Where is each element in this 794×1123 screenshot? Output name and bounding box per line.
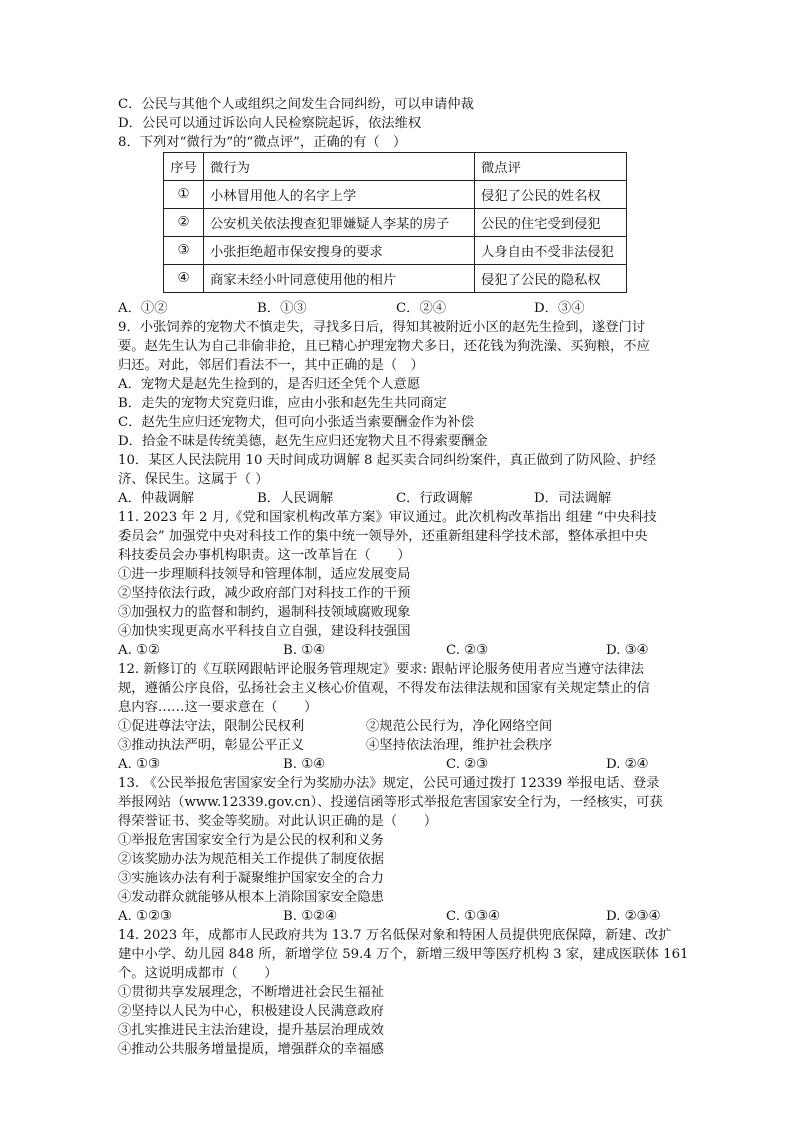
table-cell: 商家未经小叶同意使用他的相片 bbox=[204, 265, 475, 293]
q7-option-d: D．公民可以通过诉讼向人民检察院起诉，依法维权 bbox=[118, 116, 422, 131]
option-c: C. ①③④ bbox=[446, 909, 500, 924]
option-a: A．仲裁调解 bbox=[118, 491, 195, 506]
table-cell: ① bbox=[164, 181, 204, 209]
option-d: D. ②④ bbox=[606, 757, 649, 772]
q8-table bbox=[163, 152, 627, 293]
table-cell: 公民的住宅受到侵犯 bbox=[475, 209, 627, 237]
q9-line: 要。赵先生认为自己非偷非抢，且已精心护理宠物犬多日，还花钱为狗洗澡、买狗粮，不应 bbox=[118, 339, 650, 354]
q9-line: 9．小张饲养的宠物犬不慎走失，寻找多日后，得知其被附近小区的赵先生捡到，遂登门讨 bbox=[118, 320, 646, 335]
q14-line: 14. 2023 年，成都市人民政府共为 13.7 万名低保对象和特困人员提供兜底保障，新建、改扩 bbox=[118, 928, 672, 943]
option-b: B. ①④ bbox=[283, 757, 326, 772]
q12-item: ③推动执法严明，彰显公平正义 bbox=[118, 738, 305, 753]
option-d: D．司法调解 bbox=[534, 491, 612, 506]
option-a: A. ①③ bbox=[118, 757, 160, 772]
q13-line: 得荣誉证书、奖金等奖励。对此认识正确的是（ ） bbox=[118, 814, 438, 829]
q12-item: ①促进尊法守法，限制公民权利 bbox=[118, 719, 305, 734]
option-d: D. ③④ bbox=[606, 643, 649, 658]
q11-line: 委员会” 加强党中央对科技工作的集中统一领导外，还重新组建科学技术部，整体承担中央 bbox=[118, 529, 648, 544]
q13-item: ④发动群众就能够从根本上消除国家安全隐患 bbox=[118, 890, 384, 905]
option-a: A．①② bbox=[118, 301, 168, 316]
q9-option: B．走失的宠物犬究竟归谁，应由小张和赵先生共同商定 bbox=[118, 396, 447, 411]
q9-line: 归还。对此，邻居们看法不一，其中正确的是（ ） bbox=[118, 358, 424, 373]
table-cell: 小林冒用他人的名字上学 bbox=[204, 181, 475, 209]
q11-item: ①进一步理顺科技领导和管理体制，适应发展变局 bbox=[118, 567, 411, 582]
q12-item: ④坚持依法治理，维护社会秩序 bbox=[366, 738, 553, 753]
option-b: B．人民调解 bbox=[257, 491, 334, 506]
option-c: C. ②③ bbox=[446, 643, 488, 658]
q12-item: ②规范公民行为，净化网络空间 bbox=[366, 719, 553, 734]
q14-item: ④推动公共服务增量提质，增强群众的幸福感 bbox=[118, 1042, 384, 1057]
q13-item: ②该奖励办法为规范相关工作提供了制度依据 bbox=[118, 852, 384, 867]
q11-line: 11. 2023 年 2 月,《党和国家机构改革方案》审议通过。此次机构改革指出 组建 “中央科技 bbox=[118, 510, 657, 525]
table-cell: ② bbox=[164, 209, 204, 237]
table-header-row bbox=[164, 153, 627, 181]
table-cell: 人身自由不受非法侵犯 bbox=[475, 237, 627, 265]
header-cell: 序号 bbox=[164, 153, 204, 181]
q12-line: 息内容……这一要求意在（ ） bbox=[118, 700, 318, 715]
option-c: C．②④ bbox=[396, 301, 447, 316]
option-c: C. ②③ bbox=[446, 757, 488, 772]
q10-line: 10．某区人民法院用 10 天时间成功调解 8 起买卖合同纠纷案件，真正做到了防风险、护经 bbox=[118, 453, 656, 468]
option-c: C．行政调解 bbox=[396, 491, 473, 506]
header-cell: 微点评 bbox=[475, 153, 627, 181]
table-row bbox=[164, 181, 627, 209]
table-row bbox=[164, 265, 627, 293]
q14-line: 建中小学、幼儿园 848 所，新增学位 59.4 万个，新增三级甲等医疗机构 3 家，建成医联体 161 bbox=[118, 947, 689, 962]
q11-item: ②坚持依法行政，减少政府部门对科技工作的干预 bbox=[118, 586, 411, 601]
q14-item: ①贯彻共享发展理念，不断增进社会民生福祉 bbox=[118, 985, 384, 1000]
option-b: B. ①④ bbox=[283, 643, 326, 658]
q11-item: ④加快实现更高水平科技自立自强，建设科技强国 bbox=[118, 624, 411, 639]
q13-item: ①举报危害国家安全行为是公民的权利和义务 bbox=[118, 833, 384, 848]
q9-option: D．拾金不昧是传统美德，赵先生应归还宠物犬且不得索要酬金 bbox=[118, 434, 488, 449]
q12-line: 规，遵循公序良俗，弘扬社会主义核心价值观，不得发布法律法规和国家有关规定禁止的信 bbox=[118, 681, 650, 696]
q14-line: 个。这说明成都市（ ） bbox=[118, 966, 278, 981]
q8-stem: 8．下列对“微行为”的“微点评”，正确的有（ ） bbox=[118, 135, 407, 150]
table-row bbox=[164, 209, 627, 237]
option-d: D．③④ bbox=[534, 301, 585, 316]
q14-item: ③扎实推进民主法治建设，提升基层治理成效 bbox=[118, 1023, 384, 1038]
q9-option: C．赵先生应归还宠物犬，但可向小张适当索要酬金作为补偿 bbox=[118, 415, 474, 430]
table-cell: ④ bbox=[164, 265, 204, 293]
q10-line: 济、保民生。这属于（ ） bbox=[118, 472, 269, 487]
option-b: B．①③ bbox=[257, 301, 307, 316]
table-cell: ③ bbox=[164, 237, 204, 265]
table-cell: 小张拒绝超市保安搜身的要求 bbox=[204, 237, 475, 265]
q7-option-c: C．公民与其他个人或组织之间发生合同纠纷，可以申请仲裁 bbox=[118, 97, 474, 112]
table-cell: 公安机关依法搜查犯罪嫌疑人李某的房子 bbox=[204, 209, 475, 237]
q11-line: 科技委员会办事机构职责。这一改革旨在（ ） bbox=[118, 548, 411, 563]
option-a: A. ①② bbox=[118, 643, 160, 658]
q13-item: ③实施该办法有利于凝聚维护国家安全的合力 bbox=[118, 871, 384, 886]
q9-option: A．宠物犬是赵先生捡到的，是否归还全凭个人意愿 bbox=[118, 377, 421, 392]
option-d: D. ②③④ bbox=[606, 909, 661, 924]
q13-line: 举报网站（www.12339.gov.cn）、投递信函等形式举报危害国家安全行为，一经核实，可获 bbox=[118, 795, 663, 810]
q14-item: ②坚持以人民为中心，积极建设人民满意政府 bbox=[118, 1004, 384, 1019]
q12-line: 12. 新修订的《互联网跟帖评论服务管理规定》要求: 跟帖评论服务使用者应当遵守法律法 bbox=[118, 662, 645, 677]
option-b: B. ①②④ bbox=[283, 909, 337, 924]
header-cell: 微行为 bbox=[204, 153, 475, 181]
table-row bbox=[164, 237, 627, 265]
table-cell: 侵犯了公民的隐私权 bbox=[475, 265, 627, 293]
q11-item: ③加强权力的监督和制约，遏制科技领域腐败现象 bbox=[118, 605, 411, 620]
option-a: A. ①②③ bbox=[118, 909, 172, 924]
q13-line: 13. 《公民举报危害国家安全行为奖励办法》规定，公民可通过拨打 12339 举报电话、登录 bbox=[118, 776, 660, 791]
table-cell: 侵犯了公民的姓名权 bbox=[475, 181, 627, 209]
